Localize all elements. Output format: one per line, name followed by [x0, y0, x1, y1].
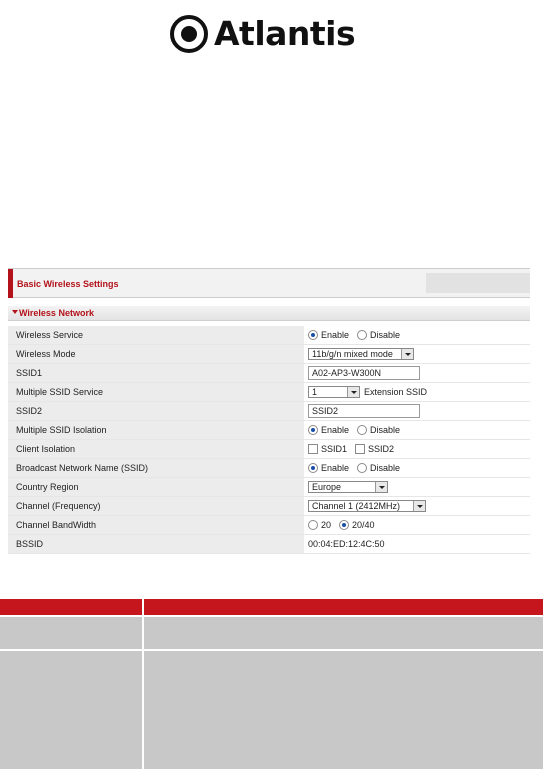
wireless-service-enable-radio[interactable]: Enable: [308, 326, 349, 344]
collapse-arrow-icon[interactable]: [12, 310, 18, 314]
radio-off-icon[interactable]: [308, 520, 318, 530]
dropdown-arrow-icon[interactable]: [375, 482, 387, 492]
client-isolation-ssid2-checkbox[interactable]: SSID2: [355, 440, 394, 458]
checkbox-icon[interactable]: [355, 444, 365, 454]
ssid-isolation-enable-radio[interactable]: Enable: [308, 421, 349, 439]
row-cell: [144, 617, 543, 649]
settings-panel: [8, 268, 530, 556]
row-label: Wireless Service: [8, 326, 304, 344]
row-bssid: [8, 535, 530, 554]
row-cell: [0, 617, 144, 649]
client-isolation-ssid1-checkbox[interactable]: SSID1: [308, 440, 347, 458]
row-channel: [8, 497, 530, 516]
ssid2-input[interactable]: SSID2: [308, 404, 420, 418]
atlantis-logo: [170, 14, 355, 53]
logo-text: Atlantis: [214, 14, 356, 53]
header-cell: [144, 599, 543, 615]
settings-rows: [8, 326, 530, 554]
row-client-isolation: [8, 440, 530, 459]
radio-on-icon[interactable]: [308, 463, 318, 473]
ssid1-input[interactable]: A02-AP3-W300N: [308, 366, 420, 380]
row-wireless-service: [8, 326, 530, 345]
row-label: Wireless Mode: [8, 345, 304, 363]
description-table: [0, 599, 543, 769]
radio-off-icon[interactable]: [357, 463, 367, 473]
row-label: Client Isolation: [8, 440, 304, 458]
wireless-service-disable-radio[interactable]: Disable: [357, 326, 400, 344]
panel-header-box: [426, 273, 530, 293]
description-table-header: [0, 599, 543, 615]
row-cell: [144, 651, 543, 769]
row-wireless-mode: [8, 345, 530, 364]
row-multiple-ssid-service: [8, 383, 530, 402]
dropdown-arrow-icon[interactable]: [413, 501, 425, 511]
radio-on-icon[interactable]: [308, 330, 318, 340]
section-header-wireless-network[interactable]: [8, 306, 530, 321]
row-label: SSID2: [8, 402, 304, 420]
section-title: Wireless Network: [19, 308, 94, 318]
radio-off-icon[interactable]: [357, 425, 367, 435]
row-channel-bandwidth: [8, 516, 530, 535]
row-multiple-ssid-isolation: [8, 421, 530, 440]
row-broadcast-ssid: [8, 459, 530, 478]
panel-title: Basic Wireless Settings: [17, 279, 119, 289]
dropdown-arrow-icon[interactable]: [401, 349, 413, 359]
description-row: [0, 649, 543, 769]
row-label: Multiple SSID Isolation: [8, 421, 304, 439]
row-label: Channel BandWidth: [8, 516, 304, 534]
panel-header: [8, 268, 530, 298]
radio-on-icon[interactable]: [339, 520, 349, 530]
checkbox-icon[interactable]: [308, 444, 318, 454]
row-label: BSSID: [8, 535, 304, 553]
broadcast-enable-radio[interactable]: Enable: [308, 459, 349, 477]
extension-ssid-label: Extension SSID: [364, 387, 428, 397]
broadcast-disable-radio[interactable]: Disable: [357, 459, 400, 477]
dropdown-arrow-icon[interactable]: [347, 387, 359, 397]
description-row: [0, 615, 543, 649]
bandwidth-20-radio[interactable]: 20: [308, 516, 331, 534]
row-ssid1: [8, 364, 530, 383]
bandwidth-2040-radio[interactable]: 20/40: [339, 516, 375, 534]
radio-on-icon[interactable]: [308, 425, 318, 435]
bssid-value: 00:04:ED:12:4C:50: [308, 539, 385, 549]
wireless-mode-select[interactable]: 11b/g/n mixed mode: [308, 348, 414, 360]
row-label: Channel (Frequency): [8, 497, 304, 515]
row-cell: [0, 651, 144, 769]
logo-circle-icon: [170, 15, 208, 53]
ssid-isolation-disable-radio[interactable]: Disable: [357, 421, 400, 439]
row-ssid2: [8, 402, 530, 421]
radio-off-icon[interactable]: [357, 330, 367, 340]
row-label: Country Region: [8, 478, 304, 496]
panel-header-accent: [8, 269, 13, 298]
channel-select[interactable]: Channel 1 (2412MHz): [308, 500, 426, 512]
multiple-ssid-select[interactable]: 1: [308, 386, 360, 398]
header-cell: [0, 599, 144, 615]
country-region-select[interactable]: Europe: [308, 481, 388, 493]
row-label: SSID1: [8, 364, 304, 382]
row-country-region: [8, 478, 530, 497]
row-label: Multiple SSID Service: [8, 383, 304, 401]
row-label: Broadcast Network Name (SSID): [8, 459, 304, 477]
